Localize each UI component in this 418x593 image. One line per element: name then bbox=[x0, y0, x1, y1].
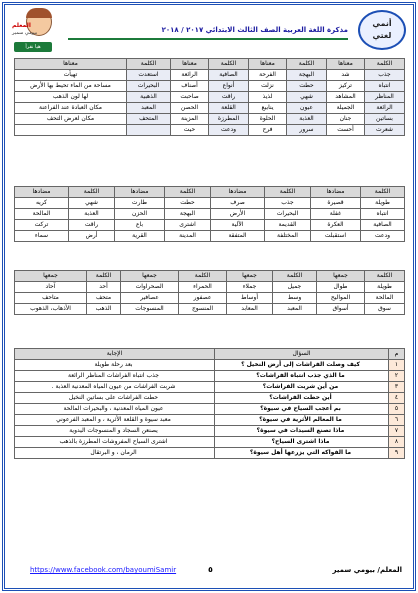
value-cell: الآلية bbox=[211, 220, 265, 231]
word-cell: البهجة bbox=[165, 209, 211, 220]
plurals-header-5: جمعها bbox=[121, 271, 179, 282]
opposites-row bbox=[15, 209, 405, 220]
qa-number: ٩ bbox=[389, 448, 405, 459]
value-cell: جملاء bbox=[227, 282, 273, 293]
word-cell: القلعة bbox=[209, 103, 249, 114]
word-cell: جذب bbox=[265, 198, 311, 209]
plurals-table bbox=[14, 270, 405, 315]
plurals-row bbox=[15, 304, 405, 315]
plurals-header-1: جمعها bbox=[317, 271, 365, 282]
qa-row bbox=[15, 404, 405, 415]
qa-answer: حطت الفراشات على بساتين النخيل bbox=[15, 393, 215, 404]
qa-row bbox=[15, 426, 405, 437]
qa-question: أين حطت الفراشات؟ bbox=[215, 393, 389, 404]
value-cell: الرائعة bbox=[171, 70, 209, 81]
word-cell: المتحف bbox=[127, 114, 171, 125]
qa-number: ٦ bbox=[389, 415, 405, 426]
qa-number: ٧ bbox=[389, 426, 405, 437]
word-cell: متحف bbox=[87, 293, 121, 304]
word-cell: المعبد bbox=[273, 304, 317, 315]
badge-line-2: لغتي bbox=[372, 31, 392, 40]
word-cell: الصافية bbox=[209, 70, 249, 81]
qa-number: ٣ bbox=[389, 382, 405, 393]
value-cell: شد bbox=[327, 70, 365, 81]
qa-number: ٤ bbox=[389, 393, 405, 404]
vocab-row bbox=[15, 125, 405, 136]
word-cell: جميل bbox=[273, 282, 317, 293]
value-cell: المواليح bbox=[317, 293, 365, 304]
teacher-name: بيومي سمير bbox=[12, 30, 38, 36]
qa-row bbox=[15, 371, 405, 382]
qa-number-header: م bbox=[389, 349, 405, 360]
qa-answer: شربت الفراشات من عيون المياه المعدنية العذبة . bbox=[15, 382, 215, 393]
questions-answers-table bbox=[14, 348, 405, 459]
value-cell: أسواق bbox=[317, 304, 365, 315]
qa-question: ماذا اشترى السياح؟ bbox=[215, 437, 389, 448]
opposites-table bbox=[14, 186, 405, 242]
value-cell: الفرحة bbox=[249, 70, 287, 81]
opposites-header-7: مضادها bbox=[15, 187, 69, 198]
vocab-row bbox=[15, 70, 405, 81]
value-cell: العكرة bbox=[311, 220, 361, 231]
teacher-hair-icon bbox=[26, 8, 52, 18]
value-cell: ينابيع bbox=[249, 103, 287, 114]
word-cell: وسط bbox=[273, 293, 317, 304]
value-cell: حيت bbox=[171, 125, 209, 136]
word-cell: الذهبية bbox=[127, 92, 171, 103]
facebook-link[interactable]: https://www.facebook.com/bayoumiSamir bbox=[30, 566, 177, 574]
value-cell: تهيأت bbox=[15, 70, 127, 81]
value-cell: الحزن bbox=[115, 209, 165, 220]
value-cell: غفلة bbox=[311, 209, 361, 220]
vocab-row bbox=[15, 103, 405, 114]
qa-row bbox=[15, 415, 405, 426]
word-cell: الذهب bbox=[87, 304, 121, 315]
word-cell: راقت bbox=[69, 220, 115, 231]
qa-row bbox=[15, 437, 405, 448]
qa-question: ماذا تصنع السيدات في سيوة؟ bbox=[215, 426, 389, 437]
value-cell: عصافير bbox=[121, 293, 179, 304]
opposites-row bbox=[15, 198, 405, 209]
word-cell: المالحة bbox=[365, 293, 405, 304]
qa-row bbox=[15, 448, 405, 459]
qa-question: كيف وصلت الفراشات إلى أرض النخيل ؟ bbox=[215, 360, 389, 371]
value-cell: طارت bbox=[115, 198, 165, 209]
value-cell: نزلت bbox=[249, 81, 287, 92]
value-cell: لها لون الذهب bbox=[15, 92, 127, 103]
word-cell: ودعت bbox=[209, 125, 249, 136]
plurals-header-2: الكلمة bbox=[273, 271, 317, 282]
word-cell: المدينة bbox=[165, 231, 211, 242]
qa-number: ١ bbox=[389, 360, 405, 371]
teacher-logo bbox=[12, 8, 66, 58]
word-cell: المنسوج bbox=[179, 304, 227, 315]
opposites-header-3: مضادها bbox=[211, 187, 265, 198]
vocab-header-4: الكلمة bbox=[209, 59, 249, 70]
word-cell: العذبة bbox=[69, 209, 115, 220]
value-cell: الحصن bbox=[171, 103, 209, 114]
plurals-row bbox=[15, 282, 405, 293]
vocabulary-table bbox=[14, 58, 405, 136]
word-cell: البحيرات bbox=[127, 81, 171, 92]
value-cell: مكان العبادة عند الفراعنة bbox=[15, 103, 127, 114]
enrich-language-badge bbox=[358, 10, 406, 50]
qa-answer: عيون المياه المعدنية ، والبحيرات المالحة bbox=[15, 404, 215, 415]
value-cell: قصيرة bbox=[311, 198, 361, 209]
value-cell: مكان لعرض التحف bbox=[15, 114, 127, 125]
value-cell: أوساط bbox=[227, 293, 273, 304]
badge-line-1: أنمي bbox=[372, 19, 392, 28]
value-cell: المشاهد bbox=[327, 92, 365, 103]
value-cell: استقبلت bbox=[311, 231, 361, 242]
qa-row bbox=[15, 393, 405, 404]
value-cell: تركت bbox=[15, 220, 69, 231]
value-cell: فرح bbox=[249, 125, 287, 136]
vocab-row bbox=[15, 81, 405, 92]
word-cell: اشترى bbox=[165, 220, 211, 231]
value-cell: أصناف bbox=[171, 81, 209, 92]
word-cell bbox=[127, 125, 171, 136]
word-cell: شهي bbox=[69, 198, 115, 209]
value-cell: المالحة bbox=[15, 209, 69, 220]
word-cell: العذبة bbox=[287, 114, 327, 125]
teacher-label: المعلم bbox=[12, 22, 31, 29]
opposites-row bbox=[15, 231, 405, 242]
value-cell: الأذهاب، الذهوب bbox=[15, 304, 87, 315]
vocab-row bbox=[15, 114, 405, 125]
lets-read-label: هيا نقرأ bbox=[14, 42, 52, 52]
qa-question-header: السؤال bbox=[215, 349, 389, 360]
vocab-header-0: الكلمة bbox=[365, 59, 405, 70]
word-cell: سرور bbox=[287, 125, 327, 136]
value-cell: متاحف bbox=[15, 293, 87, 304]
word-cell: استعدت bbox=[127, 70, 171, 81]
value-cell bbox=[15, 125, 127, 136]
word-cell: بساتين bbox=[365, 114, 405, 125]
word-cell: المطرزة bbox=[209, 114, 249, 125]
plurals-row bbox=[15, 293, 405, 304]
qa-answer: الرمان ، و البرتقال bbox=[15, 448, 215, 459]
word-cell: البهجة bbox=[287, 70, 327, 81]
value-cell: تركيز bbox=[327, 81, 365, 92]
page-title: مذكرة اللغة العربية الصف الثالث الابتدائي ٢٠١٧ / ٢٠١٨ bbox=[161, 26, 348, 34]
opposites-header-4: الكلمة bbox=[165, 187, 211, 198]
page-number: ٥ bbox=[208, 565, 213, 574]
word-cell: ودعت bbox=[361, 231, 405, 242]
qa-row bbox=[15, 360, 405, 371]
word-cell: أرض bbox=[69, 231, 115, 242]
word-cell: عيون bbox=[287, 103, 327, 114]
word-cell: أحد bbox=[87, 282, 121, 293]
opposites-header-1: مضادها bbox=[311, 187, 361, 198]
opposites-header-2: الكلمة bbox=[265, 187, 311, 198]
qa-question: بم أعجب السياح في سيوة؟ bbox=[215, 404, 389, 415]
value-cell: طوال bbox=[317, 282, 365, 293]
page-header bbox=[8, 8, 410, 52]
word-cell: المختلفة bbox=[265, 231, 311, 242]
qa-number: ٥ bbox=[389, 404, 405, 415]
footer-teacher-name: المعلم/ بيومي سمير bbox=[332, 566, 402, 574]
vocab-header-6: الكلمة bbox=[127, 59, 171, 70]
value-cell: سماء bbox=[15, 231, 69, 242]
value-cell: الأرض bbox=[211, 209, 265, 220]
plurals-header-7: جمعها bbox=[15, 271, 87, 282]
vocab-header-3: معناها bbox=[249, 59, 287, 70]
value-cell: القرية bbox=[115, 231, 165, 242]
word-cell: أنواع bbox=[209, 81, 249, 92]
word-cell: الصافية bbox=[361, 220, 405, 231]
word-cell: القديمة bbox=[265, 220, 311, 231]
opposites-header-6: الكلمة bbox=[69, 187, 115, 198]
value-cell: المزينة bbox=[171, 114, 209, 125]
qa-answer: يصنعن السجاد و المنسوجات اليدوية bbox=[15, 426, 215, 437]
word-cell: راقت bbox=[209, 92, 249, 103]
qa-question: ما الفواكه التي يزرعها أهل سيوة؟ bbox=[215, 448, 389, 459]
word-cell: طويلة bbox=[365, 282, 405, 293]
word-cell: الرائعة bbox=[365, 103, 405, 114]
word-cell: المناظر bbox=[365, 92, 405, 103]
qa-question: من أين شربت الفراشات؟ bbox=[215, 382, 389, 393]
word-cell: سوق bbox=[365, 304, 405, 315]
vocab-header-1: معناها bbox=[327, 59, 365, 70]
value-cell: باع bbox=[115, 220, 165, 231]
value-cell: الصحراوات bbox=[121, 282, 179, 293]
value-cell: لذيذ bbox=[249, 92, 287, 103]
value-cell: المنسوجات bbox=[121, 304, 179, 315]
value-cell: الحلوة bbox=[249, 114, 287, 125]
vocab-header-5: معناها bbox=[171, 59, 209, 70]
value-cell: المعابد bbox=[227, 304, 273, 315]
qa-row bbox=[15, 382, 405, 393]
value-cell: مساحة من الماء تحيط بها الأرض bbox=[15, 81, 127, 92]
word-cell: حطت bbox=[165, 198, 211, 209]
opposites-row bbox=[15, 220, 405, 231]
qa-question: ما الذي جذب انتباه الفراشات؟ bbox=[215, 371, 389, 382]
value-cell: المتفقة bbox=[211, 231, 265, 242]
value-cell: آحاد bbox=[15, 282, 87, 293]
qa-answer: معبد سيوة و القلعة الأثرية ، و المعبد الفرعوني bbox=[15, 415, 215, 426]
vocab-header-2: الكلمة bbox=[287, 59, 327, 70]
qa-number: ٢ bbox=[389, 371, 405, 382]
word-cell: البحيرات bbox=[265, 209, 311, 220]
word-cell: طويلة bbox=[361, 198, 405, 209]
value-cell: جنان bbox=[327, 114, 365, 125]
qa-answer-header: الإجابة bbox=[15, 349, 215, 360]
vocab-header-7: معناها bbox=[15, 59, 127, 70]
value-cell: الجميلة bbox=[327, 103, 365, 114]
page-footer bbox=[10, 566, 408, 584]
plurals-header-3: جمعها bbox=[227, 271, 273, 282]
word-cell: عصفور bbox=[179, 293, 227, 304]
word-cell: الحمراء bbox=[179, 282, 227, 293]
word-cell: انتباه bbox=[361, 209, 405, 220]
plurals-header-6: الكلمة bbox=[87, 271, 121, 282]
qa-question: ما المعالم الأثرية في سيوة؟ bbox=[215, 415, 389, 426]
word-cell: حطت bbox=[287, 81, 327, 92]
opposites-header-0: الكلمة bbox=[361, 187, 405, 198]
word-cell: شهي bbox=[287, 92, 327, 103]
title-underline bbox=[68, 38, 348, 40]
word-cell: شعرت bbox=[365, 125, 405, 136]
qa-answer: اشترى السياح المفروشات المطرزة بالذهب bbox=[15, 437, 215, 448]
opposites-header-5: مضادها bbox=[115, 187, 165, 198]
plurals-header-0: الكلمة bbox=[365, 271, 405, 282]
value-cell: صرف bbox=[211, 198, 265, 209]
word-cell: المعبد bbox=[127, 103, 171, 114]
vocab-row bbox=[15, 92, 405, 103]
value-cell: كريه bbox=[15, 198, 69, 209]
word-cell: جذب bbox=[365, 70, 405, 81]
qa-answer: بعد رحلة طويلة bbox=[15, 360, 215, 371]
qa-number: ٨ bbox=[389, 437, 405, 448]
value-cell: صاحبت bbox=[171, 92, 209, 103]
value-cell: أحست bbox=[327, 125, 365, 136]
qa-answer: جذب انتباه الفراشات المناظر الرائعة bbox=[15, 371, 215, 382]
plurals-header-4: الكلمة bbox=[179, 271, 227, 282]
word-cell: انتباه bbox=[365, 81, 405, 92]
